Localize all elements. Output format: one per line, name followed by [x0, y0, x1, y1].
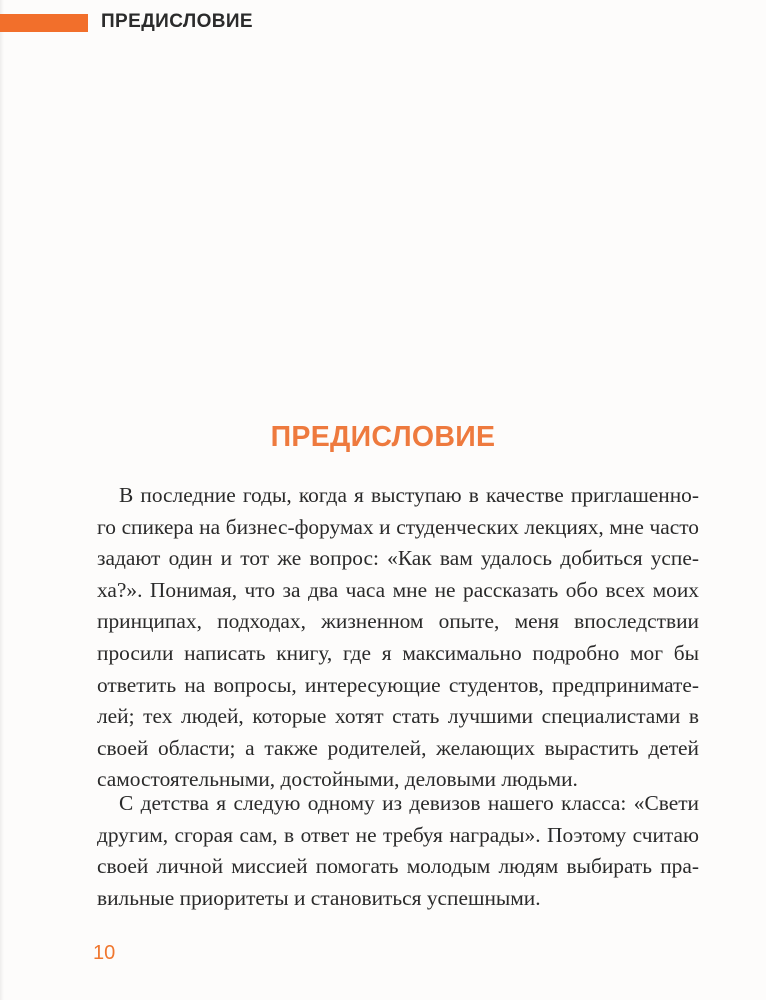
text-line: задают один и тот же вопрос: «Как вам удалось добиться успе-: [97, 546, 699, 571]
text-line: ответить на вопросы, интересующие студентов, предпринимате-: [97, 672, 699, 697]
page-edge-shadow: [0, 0, 4, 1000]
text-line: ха?». Понимая, что за два часа мне не рассказать обо всех моих: [97, 577, 699, 602]
text-line: самостоятельными, достойными, деловыми людьми.: [97, 767, 578, 792]
text-line: вильные приоритеты и становиться успешными.: [97, 885, 541, 910]
chapter-title: ПРЕДИСЛОВИЕ: [270, 421, 496, 453]
text-line: го спикера на бизнес-форумах и студенческих лекциях, мне часто: [97, 514, 699, 539]
text-line: другим, сгорая сам, в ответ не требуя награды». Поэтому считаю: [97, 822, 699, 847]
text-line: своей личной миссией помогать молодым людям выбирать пра-: [97, 854, 699, 879]
paragraph-2: [97, 788, 699, 914]
text-line: В последние годы, когда я выступаю в качестве приглашенно-: [119, 483, 699, 507]
text-line: принципах, подходах, жизненном опыте, меня впоследствии: [97, 609, 699, 634]
page-number: 10: [93, 942, 116, 964]
text-line: просили написать книгу, где я максимально подробно мог бы: [97, 640, 699, 665]
paragraph-1: [97, 480, 699, 796]
header-accent-bar: [0, 14, 88, 32]
text-line: лей; тех людей, которые хотят стать лучшими специалистами в: [97, 704, 699, 729]
running-header: [0, 8, 766, 36]
running-title: ПРЕДИСЛОВИЕ: [101, 11, 254, 32]
text-line: С детства я следую одному из девизов нашего класса: «Свети: [119, 791, 699, 815]
text-line: своей области; а также родителей, желающих вырастить детей: [97, 735, 699, 760]
